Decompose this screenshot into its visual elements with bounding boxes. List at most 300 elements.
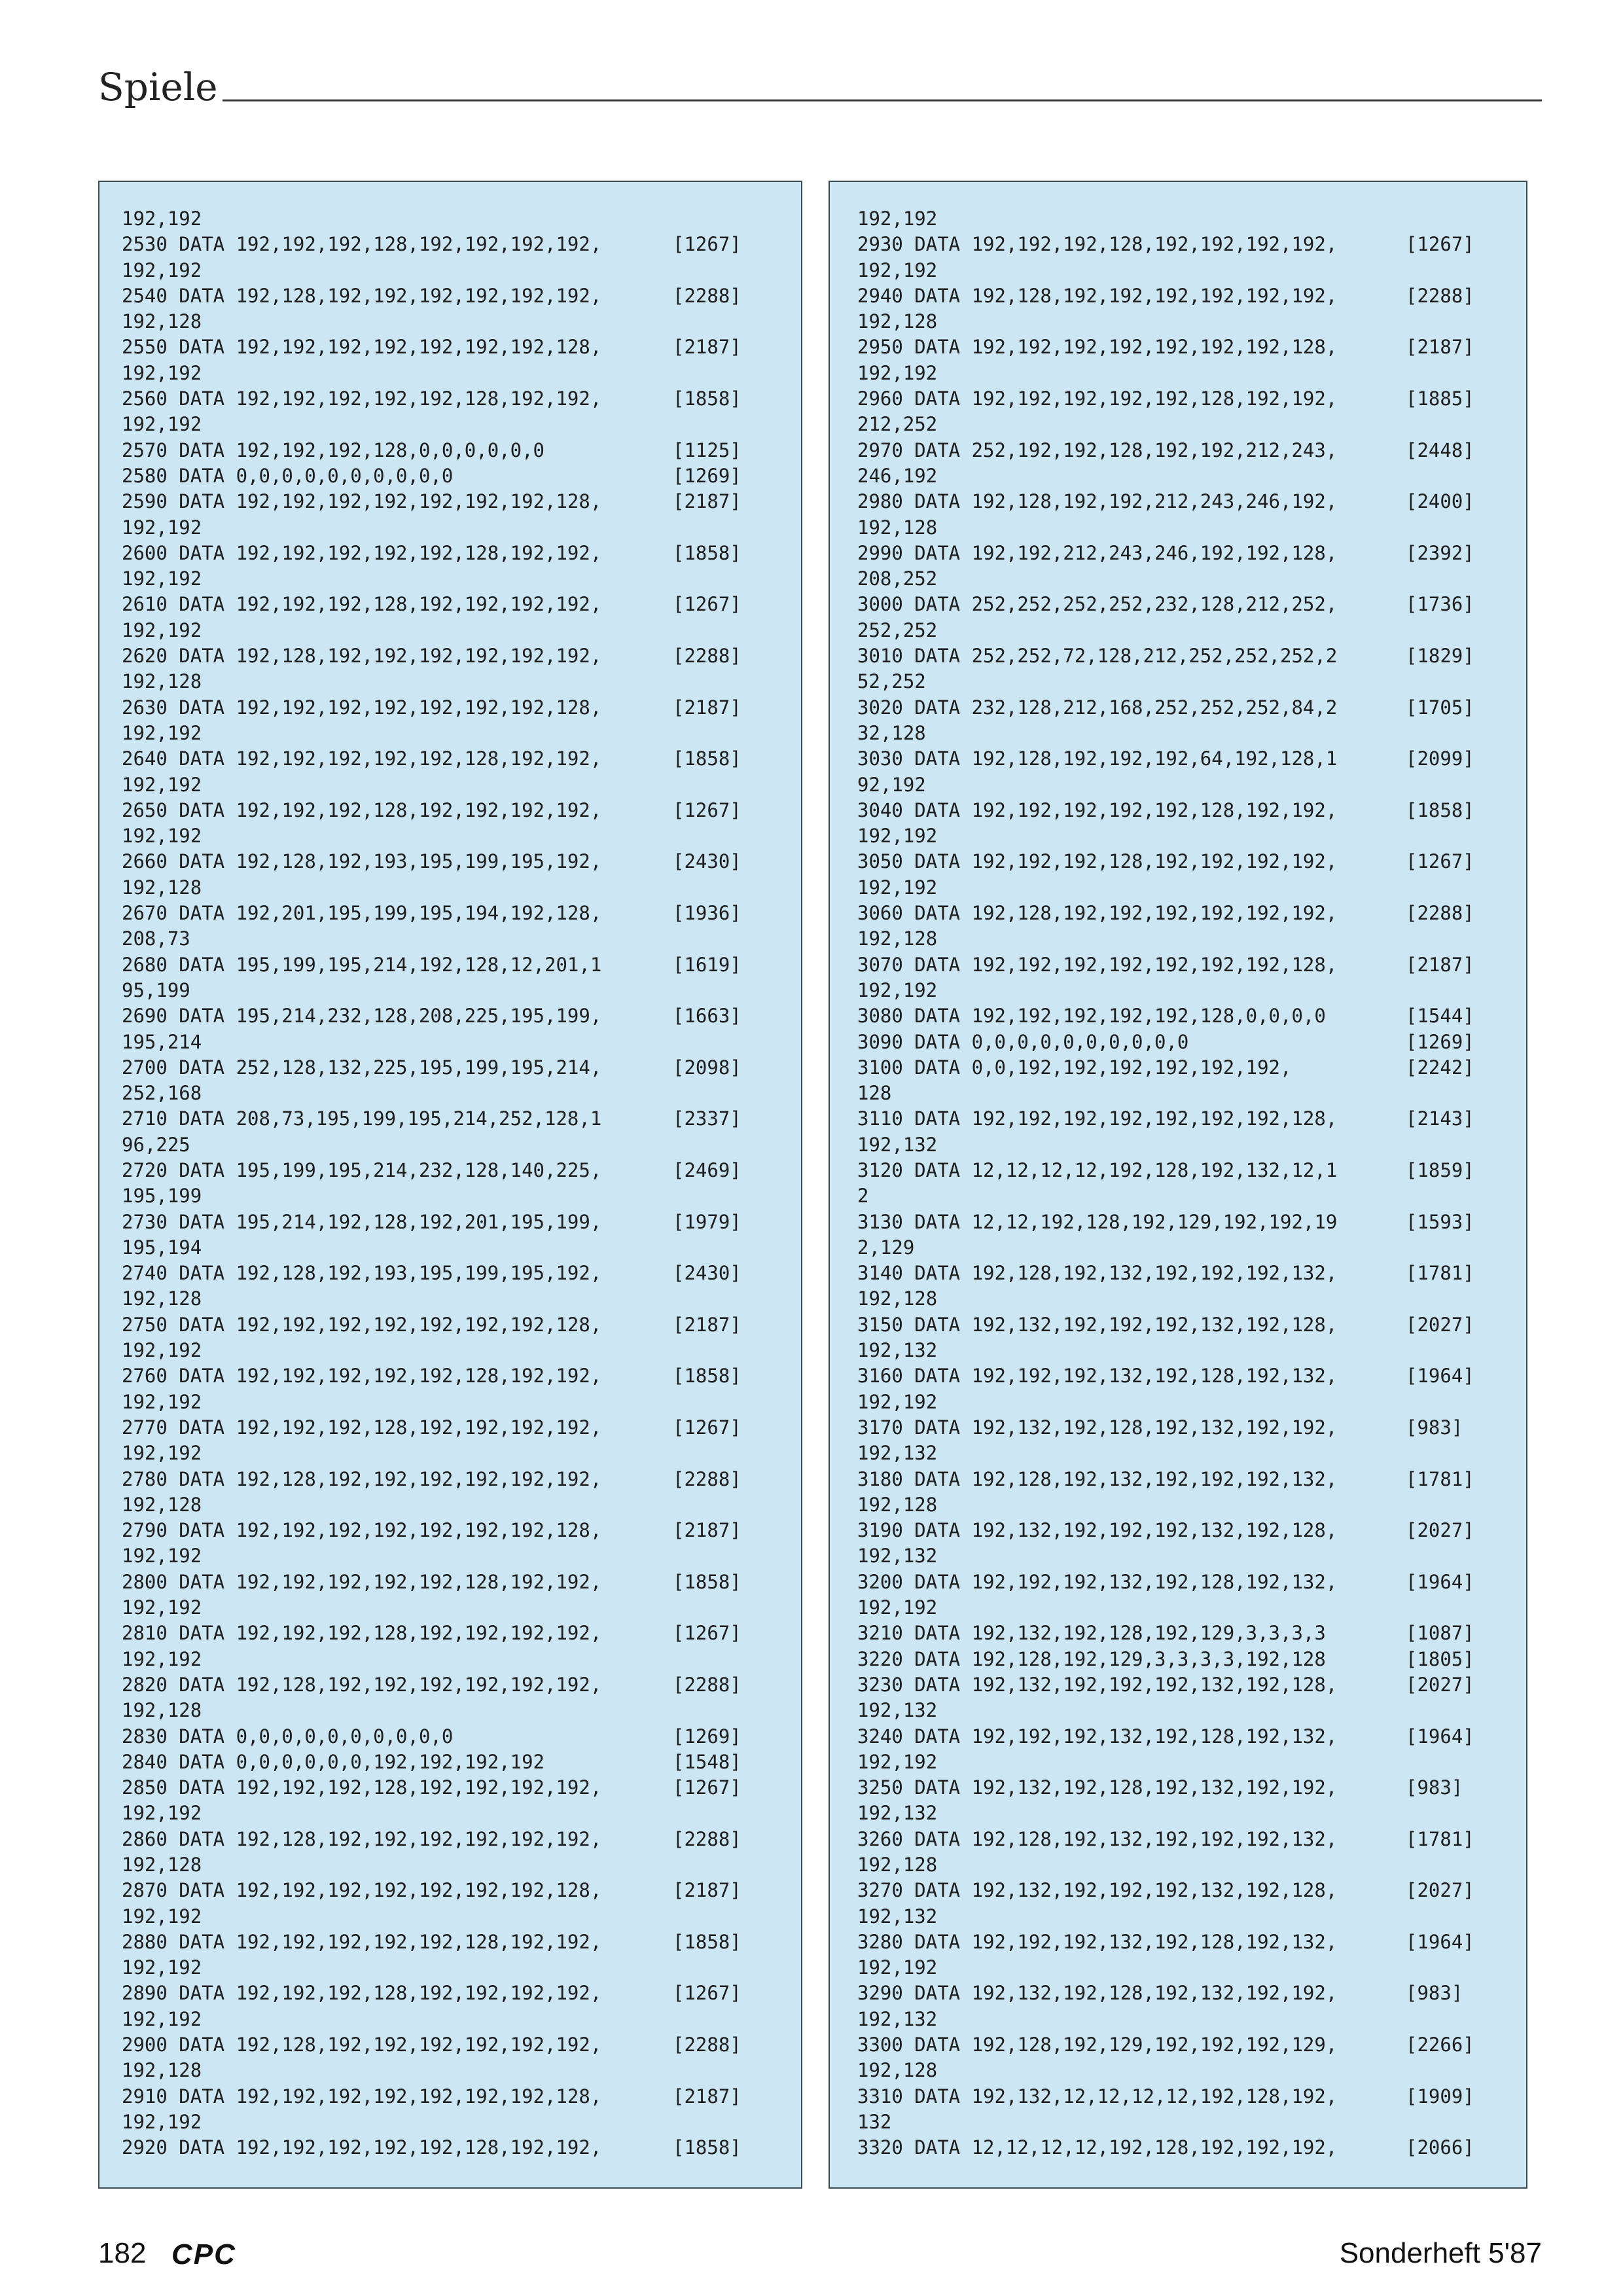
code-text: 3280 DATA 192,192,192,132,192,128,192,132, xyxy=(857,1930,1338,1953)
checksum: [1267] xyxy=(1406,233,1474,256)
listing-line xyxy=(99,1647,801,1672)
checksum: [1087] xyxy=(1406,1622,1474,1645)
listing-line xyxy=(99,1286,801,1312)
code-text: 3150 DATA 192,132,192,192,192,132,192,128, xyxy=(857,1313,1338,1336)
listing-line xyxy=(830,2058,1526,2083)
checksum: [2242] xyxy=(1406,1056,1474,1079)
checksum: [2288] xyxy=(673,645,741,668)
listing-line xyxy=(830,309,1526,334)
code-text: 192,132 xyxy=(857,1442,938,1465)
section-title: Spiele xyxy=(98,65,218,109)
checksum: [1781] xyxy=(1406,1827,1474,1850)
code-text: 2860 DATA 192,128,192,192,192,192,192,192, xyxy=(122,1827,602,1850)
code-text: 192,192 xyxy=(857,1390,938,1413)
code-text: 192,128 xyxy=(122,1287,202,1310)
listing-line xyxy=(99,1570,801,1595)
code-text: 192,128 xyxy=(122,310,202,333)
code-text: 192,128 xyxy=(857,927,938,950)
code-text: 192,192 xyxy=(122,516,202,539)
checksum: [1267] xyxy=(673,1982,741,2005)
code-text: 132 xyxy=(857,2110,892,2133)
code-text: 3170 DATA 192,132,192,128,192,132,192,192, xyxy=(857,1416,1338,1439)
checksum: [1964] xyxy=(1406,1570,1474,1593)
code-text: 3270 DATA 192,132,192,192,192,132,192,128, xyxy=(857,1879,1338,1902)
listing-line xyxy=(99,541,801,566)
code-text: 192,128 xyxy=(857,516,938,539)
listing-line xyxy=(99,1030,801,1055)
code-text: 192,192 xyxy=(122,1647,202,1670)
checksum: [1781] xyxy=(1406,1262,1474,1285)
code-text: 192,192 xyxy=(122,207,202,230)
code-text: 3300 DATA 192,128,192,129,192,192,192,129, xyxy=(857,2034,1338,2056)
code-text: 3110 DATA 192,192,192,192,192,192,192,128, xyxy=(857,1107,1338,1130)
checksum: [1858] xyxy=(673,2136,741,2159)
listing-line xyxy=(830,232,1526,257)
listing-line xyxy=(99,2084,801,2109)
listing-line xyxy=(99,669,801,694)
listing-line xyxy=(99,1724,801,1749)
checksum: [1125] xyxy=(673,439,741,461)
code-text: 192,192 xyxy=(857,1596,938,1619)
checksum: [1269] xyxy=(673,1725,741,1748)
code-text: 192,192 xyxy=(857,1750,938,1773)
checksum: [2288] xyxy=(673,284,741,307)
listing-line xyxy=(830,875,1526,901)
cpc-logo: CPC xyxy=(171,2238,236,2270)
page-number: 182 xyxy=(98,2237,147,2269)
checksum: [1781] xyxy=(1406,1467,1474,1490)
checksum: [1964] xyxy=(1406,1365,1474,1388)
code-text: 2830 DATA 0,0,0,0,0,0,0,0,0,0 xyxy=(122,1725,454,1748)
code-text: 3220 DATA 192,128,192,129,3,3,3,3,192,128 xyxy=(857,1647,1326,1670)
code-text: 2940 DATA 192,128,192,192,192,192,192,192, xyxy=(857,284,1338,307)
code-text: 2690 DATA 195,214,232,128,208,225,195,199, xyxy=(122,1005,602,1028)
checksum: [2027] xyxy=(1406,1519,1474,1542)
code-text: 192,128 xyxy=(122,670,202,693)
listing-line xyxy=(830,978,1526,1003)
listing-line xyxy=(99,1235,801,1261)
listing-line xyxy=(830,2084,1526,2109)
code-text: 2840 DATA 0,0,0,0,0,0,192,192,192,192 xyxy=(122,1750,545,1773)
checksum: [1663] xyxy=(673,1005,741,1028)
checksum: [2469] xyxy=(673,1158,741,1181)
listing-line xyxy=(99,1312,801,1338)
code-text: 2620 DATA 192,128,192,192,192,192,192,192, xyxy=(122,645,602,668)
listing-line xyxy=(830,1003,1526,1029)
code-text: 2790 DATA 192,192,192,192,192,192,192,128, xyxy=(122,1519,602,1542)
listing-line xyxy=(830,669,1526,694)
code-text: 192,128 xyxy=(857,2059,938,2082)
listing-line xyxy=(830,721,1526,746)
listing-line xyxy=(99,849,801,874)
code-text: 192,192 xyxy=(857,876,938,899)
listing-line xyxy=(99,978,801,1003)
code-text: 192,192 xyxy=(857,207,938,230)
code-text: 3000 DATA 252,252,252,252,232,128,212,252, xyxy=(857,593,1338,616)
checksum: [2066] xyxy=(1406,2136,1474,2159)
code-text: 2550 DATA 192,192,192,192,192,192,192,128, xyxy=(122,336,602,359)
checksum: [2288] xyxy=(1406,284,1474,307)
listing-line xyxy=(99,1801,801,1826)
checksum: [983] xyxy=(1406,1416,1463,1439)
checksum: [2266] xyxy=(1406,2034,1474,2056)
code-text: 192,128 xyxy=(122,2059,202,2082)
listing-line xyxy=(99,206,801,232)
code-text: 192,192 xyxy=(122,1956,202,1979)
code-text: 192,192 xyxy=(122,567,202,590)
code-text: 2780 DATA 192,128,192,192,192,192,192,192, xyxy=(122,1467,602,1490)
listing-line xyxy=(99,1878,801,1903)
code-text: 192,192 xyxy=(857,825,938,848)
code-text: 2540 DATA 192,128,192,192,192,192,192,192, xyxy=(122,284,602,307)
checksum: [1936] xyxy=(673,902,741,925)
checksum: [2143] xyxy=(1406,1107,1474,1130)
issue-label: Sonderheft 5'87 xyxy=(1339,2237,1542,2269)
checksum: [1267] xyxy=(673,593,741,616)
listing-line xyxy=(99,515,801,541)
code-text: 3050 DATA 192,192,192,128,192,192,192,192, xyxy=(857,850,1338,873)
code-text: 2810 DATA 192,192,192,128,192,192,192,192, xyxy=(122,1622,602,1645)
listing-line xyxy=(99,438,801,463)
checksum: [1964] xyxy=(1406,1725,1474,1748)
checksum: [2187] xyxy=(673,1519,741,1542)
checksum: [1858] xyxy=(673,387,741,410)
checksum: [2288] xyxy=(673,1467,741,1490)
listing-line xyxy=(99,618,801,643)
checksum: [1269] xyxy=(673,464,741,487)
checksum: [2187] xyxy=(673,2085,741,2108)
code-text: 2760 DATA 192,192,192,192,192,128,192,192, xyxy=(122,1365,602,1388)
listing-line xyxy=(830,1929,1526,1955)
listing-line xyxy=(830,1106,1526,1132)
code-text: 2650 DATA 192,192,192,128,192,192,192,192, xyxy=(122,798,602,821)
listing-line xyxy=(830,1904,1526,1929)
listing-line xyxy=(830,566,1526,592)
listing-line xyxy=(99,1672,801,1698)
checksum: [1705] xyxy=(1406,696,1474,719)
checksum: [2187] xyxy=(1406,953,1474,976)
listing-line xyxy=(830,206,1526,232)
listing-line xyxy=(99,232,801,257)
listing-line xyxy=(99,1261,801,1286)
code-text: 192,128 xyxy=(857,1287,938,1310)
checksum: [2337] xyxy=(673,1107,741,1130)
code-text: 3100 DATA 0,0,192,192,192,192,192,192, xyxy=(857,1056,1292,1079)
listing-line xyxy=(99,1183,801,1209)
checksum: [1805] xyxy=(1406,1647,1474,1670)
code-text: 192,132 xyxy=(857,1133,938,1156)
listing-line xyxy=(99,386,801,412)
listing-line xyxy=(99,1955,801,1981)
listing-line xyxy=(830,1801,1526,1826)
checksum: [1964] xyxy=(1406,1930,1474,1953)
listing-line xyxy=(830,463,1526,489)
checksum: [2430] xyxy=(673,1262,741,1285)
code-text: 2970 DATA 252,192,192,128,192,192,212,243, xyxy=(857,439,1338,461)
listing-line xyxy=(830,489,1526,514)
listing-line xyxy=(99,721,801,746)
listing-line xyxy=(830,1621,1526,1646)
code-text: 2590 DATA 192,192,192,192,192,192,192,128, xyxy=(122,490,602,513)
listing-line xyxy=(830,1363,1526,1389)
listing-line xyxy=(830,1415,1526,1441)
listing-line xyxy=(99,1158,801,1183)
listing-line xyxy=(830,541,1526,566)
checksum: [2430] xyxy=(673,850,741,873)
code-text: 192,192 xyxy=(122,1390,202,1413)
code-text: 96,225 xyxy=(122,1133,190,1156)
code-text: 32,128 xyxy=(857,721,926,744)
code-text: 192,128 xyxy=(122,1699,202,1722)
code-text: 2610 DATA 192,192,192,128,192,192,192,192, xyxy=(122,593,602,616)
code-text: 246,192 xyxy=(857,464,938,487)
listing-line xyxy=(830,1030,1526,1055)
listing-line xyxy=(830,1775,1526,1801)
listing-line xyxy=(830,643,1526,669)
listing-line xyxy=(830,1852,1526,1878)
listing-line xyxy=(830,1132,1526,1158)
code-text: 195,199 xyxy=(122,1185,202,1208)
checksum: [1269] xyxy=(1406,1030,1474,1053)
code-text: 2870 DATA 192,192,192,192,192,192,192,128, xyxy=(122,1879,602,1902)
checksum: [1858] xyxy=(673,541,741,564)
listing-line xyxy=(99,1595,801,1621)
listing-line xyxy=(99,463,801,489)
code-text: 2660 DATA 192,128,192,193,195,199,195,192, xyxy=(122,850,602,873)
code-text: 192,192 xyxy=(857,259,938,281)
listing-line xyxy=(830,2032,1526,2058)
checksum: [1593] xyxy=(1406,1210,1474,1233)
checksum: [1858] xyxy=(673,1930,741,1953)
listing-line xyxy=(830,823,1526,849)
listing-line xyxy=(830,1595,1526,1621)
listing-line xyxy=(99,566,801,592)
listing-line xyxy=(830,1312,1526,1338)
checksum: [1909] xyxy=(1406,2085,1474,2108)
listing-line xyxy=(99,1492,801,1518)
checksum: [2288] xyxy=(1406,902,1474,925)
code-text: 95,199 xyxy=(122,978,190,1001)
code-text: 192,128 xyxy=(857,310,938,333)
listing-line xyxy=(99,695,801,721)
listing-line xyxy=(830,515,1526,541)
checksum: [2448] xyxy=(1406,439,1474,461)
code-text: 192,192 xyxy=(857,978,938,1001)
listing-line xyxy=(99,592,801,617)
code-text: 195,194 xyxy=(122,1236,202,1259)
listing-line xyxy=(99,1390,801,1415)
code-text: 192,192 xyxy=(122,259,202,281)
code-text: 192,192 xyxy=(122,825,202,848)
code-text: 252,168 xyxy=(122,1082,202,1105)
code-text: 3240 DATA 192,192,192,132,192,128,192,132, xyxy=(857,1725,1338,1748)
code-text: 3310 DATA 192,132,12,12,12,12,192,128,192, xyxy=(857,2085,1338,2108)
listing-line xyxy=(99,1929,801,1955)
listing-line xyxy=(99,309,801,334)
code-text: 192,192 xyxy=(122,2007,202,2030)
checksum: [1267] xyxy=(673,1776,741,1799)
code-text: 3180 DATA 192,128,192,132,192,192,192,132, xyxy=(857,1467,1338,1490)
code-text: 192,192 xyxy=(122,1442,202,1465)
code-text: 2530 DATA 192,192,192,128,192,192,192,192, xyxy=(122,233,602,256)
listing-line xyxy=(99,2058,801,2083)
code-text: 192,192 xyxy=(122,1802,202,1825)
code-text: 2710 DATA 208,73,195,199,195,214,252,128,1 xyxy=(122,1107,602,1130)
listing-line xyxy=(99,2032,801,2058)
code-text: 212,252 xyxy=(857,413,938,436)
listing-line xyxy=(830,1390,1526,1415)
checksum: [1858] xyxy=(1406,798,1474,821)
checksum: [2392] xyxy=(1406,541,1474,564)
listing-line xyxy=(830,1724,1526,1749)
checksum: [1858] xyxy=(673,747,741,770)
listing-line xyxy=(830,746,1526,772)
code-text: 2730 DATA 195,214,192,128,192,201,195,199, xyxy=(122,1210,602,1233)
code-text: 192,192 xyxy=(122,1339,202,1362)
code-text: 192,192 xyxy=(122,619,202,641)
code-text: 2890 DATA 192,192,192,128,192,192,192,192, xyxy=(122,1982,602,2005)
checksum: [2187] xyxy=(673,336,741,359)
listing-line xyxy=(830,1543,1526,1569)
listing-line xyxy=(830,283,1526,309)
code-text: 2670 DATA 192,201,195,199,195,194,192,128, xyxy=(122,902,602,925)
code-text: 192,192 xyxy=(122,361,202,384)
code-text: 2700 DATA 252,128,132,225,195,199,195,214, xyxy=(122,1056,602,1079)
listing-line xyxy=(99,412,801,437)
checksum: [1267] xyxy=(673,1622,741,1645)
listing-line xyxy=(99,1827,801,1852)
listing-line xyxy=(830,1749,1526,1775)
code-text: 192,192 xyxy=(122,721,202,744)
code-text: 52,252 xyxy=(857,670,926,693)
listing-line xyxy=(830,412,1526,437)
listing-line xyxy=(99,1852,801,1878)
listing-line xyxy=(830,952,1526,978)
checksum: [1267] xyxy=(1406,850,1474,873)
listing-line xyxy=(830,2135,1526,2161)
listing-line xyxy=(830,1672,1526,1698)
code-text: 2880 DATA 192,192,192,192,192,128,192,192, xyxy=(122,1930,602,1953)
code-text: 3140 DATA 192,128,192,132,192,192,192,132, xyxy=(857,1262,1338,1285)
listing-line xyxy=(99,1415,801,1441)
listing-line xyxy=(99,1106,801,1132)
checksum: [2187] xyxy=(673,490,741,513)
listing-line xyxy=(830,772,1526,798)
code-text: 2920 DATA 192,192,192,192,192,128,192,192, xyxy=(122,2136,602,2159)
listing-line xyxy=(99,875,801,901)
listing-line xyxy=(99,489,801,514)
listing-line xyxy=(99,1621,801,1646)
listing-line xyxy=(830,361,1526,386)
checksum: [1619] xyxy=(673,953,741,976)
listing-line xyxy=(99,1441,801,1466)
code-text: 192,128 xyxy=(122,876,202,899)
listing-line xyxy=(830,1210,1526,1235)
listing-line xyxy=(830,1518,1526,1543)
checksum: [1885] xyxy=(1406,387,1474,410)
listing-line xyxy=(830,1827,1526,1852)
code-text: 2980 DATA 192,128,192,192,212,243,246,192, xyxy=(857,490,1338,513)
listing-line xyxy=(830,1492,1526,1518)
code-text: 3030 DATA 192,128,192,192,192,64,192,128,1 xyxy=(857,747,1338,770)
checksum: [1859] xyxy=(1406,1158,1474,1181)
listing-line xyxy=(830,798,1526,823)
code-text: 3020 DATA 232,128,212,168,252,252,252,84,2 xyxy=(857,696,1338,719)
listing-line xyxy=(830,1570,1526,1595)
code-text: 2 xyxy=(857,1185,869,1208)
listing-line xyxy=(830,1158,1526,1183)
code-text: 192,132 xyxy=(857,1545,938,1568)
listing-line xyxy=(830,1338,1526,1363)
code-text: 192,192 xyxy=(857,361,938,384)
listing-line xyxy=(99,283,801,309)
listing-line xyxy=(830,926,1526,952)
checksum: [2027] xyxy=(1406,1673,1474,1696)
code-text: 2930 DATA 192,192,192,128,192,192,192,192, xyxy=(857,233,1338,256)
code-text: 192,128 xyxy=(122,1854,202,1876)
code-text: 3200 DATA 192,192,192,132,192,128,192,132, xyxy=(857,1570,1338,1593)
listing-line xyxy=(99,1518,801,1543)
listing-line xyxy=(99,1749,801,1775)
listing-line xyxy=(99,1775,801,1801)
listing-line xyxy=(830,1467,1526,1492)
listing-line xyxy=(830,438,1526,463)
code-text: 2680 DATA 195,199,195,214,192,128,12,201,1 xyxy=(122,953,602,976)
listing-line xyxy=(99,1698,801,1723)
listing-panel-right xyxy=(829,181,1527,2189)
checksum: [2027] xyxy=(1406,1313,1474,1336)
checksum: [2400] xyxy=(1406,490,1474,513)
listing-panel-left xyxy=(98,181,802,2189)
code-text: 192,192 xyxy=(122,1596,202,1619)
listing-line xyxy=(99,772,801,798)
code-text: 192,132 xyxy=(857,1339,938,1362)
listing-line xyxy=(99,2007,801,2032)
checksum: [2099] xyxy=(1406,747,1474,770)
code-text: 192,128 xyxy=(122,1493,202,1516)
checksum: [1736] xyxy=(1406,593,1474,616)
listing-line xyxy=(99,2135,801,2161)
checksum: [1858] xyxy=(673,1570,741,1593)
code-text: 192,192 xyxy=(857,1956,938,1979)
checksum: [2187] xyxy=(673,1879,741,1902)
code-text: 192,192 xyxy=(122,2110,202,2133)
listing-line xyxy=(99,1543,801,1569)
code-text: 3260 DATA 192,128,192,132,192,192,192,132, xyxy=(857,1827,1338,1850)
code-text: 2960 DATA 192,192,192,192,192,128,192,192, xyxy=(857,387,1338,410)
code-text: 2640 DATA 192,192,192,192,192,128,192,192, xyxy=(122,747,602,770)
checksum: [1979] xyxy=(673,1210,741,1233)
listing-line xyxy=(830,1441,1526,1466)
code-text: 2910 DATA 192,192,192,192,192,192,192,128, xyxy=(122,2085,602,2108)
checksum: [1829] xyxy=(1406,645,1474,668)
listing-line xyxy=(99,901,801,926)
listing-line xyxy=(830,1261,1526,1286)
listing-line xyxy=(99,643,801,669)
code-text: 3070 DATA 192,192,192,192,192,192,192,128, xyxy=(857,953,1338,976)
code-text: 3120 DATA 12,12,12,12,192,128,192,132,12,1 xyxy=(857,1158,1338,1181)
code-text: 192,192 xyxy=(122,1545,202,1568)
listing-line xyxy=(830,849,1526,874)
listing-line xyxy=(830,1955,1526,1981)
code-text: 2850 DATA 192,192,192,128,192,192,192,192, xyxy=(122,1776,602,1799)
code-text: 208,252 xyxy=(857,567,938,590)
code-text: 2720 DATA 195,199,195,214,232,128,140,225, xyxy=(122,1158,602,1181)
listing-line xyxy=(830,1081,1526,1106)
code-text: 2820 DATA 192,128,192,192,192,192,192,192, xyxy=(122,1673,602,1696)
checksum: [2187] xyxy=(673,696,741,719)
code-text: 252,252 xyxy=(857,619,938,641)
